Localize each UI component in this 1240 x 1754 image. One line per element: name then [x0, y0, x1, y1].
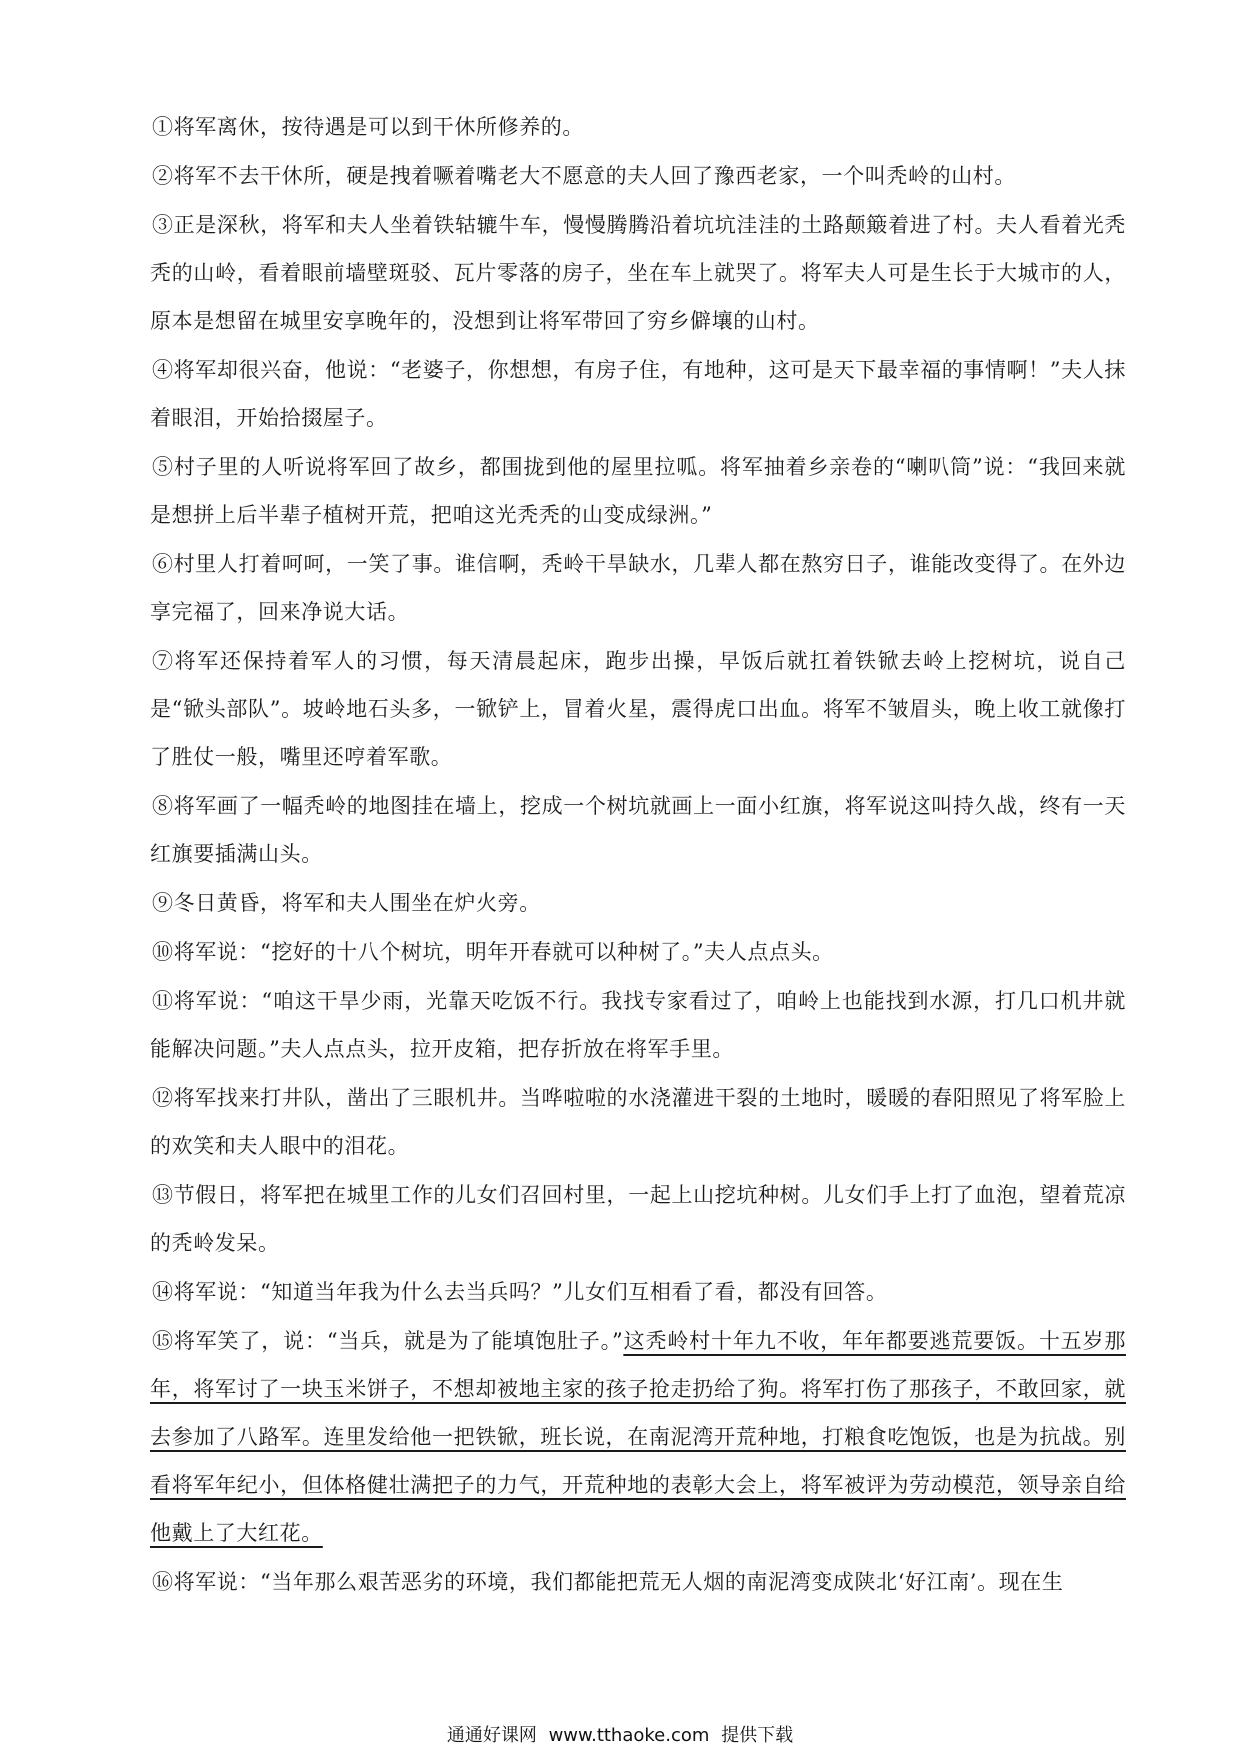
article-body [150, 103, 1126, 1607]
paragraph-10: ⑩将军说：“挖好的十八个树坑，明年开春就可以种树了。”夫人点点头。 [152, 940, 834, 964]
paragraph-6: ⑥村里人打着呵呵，一笑了事。谁信啊，秃岭干旱缺水，几辈人都在熬穷日子，谁能改变得了。在外边享完福了，回来净说大话。 [150, 552, 1126, 624]
paragraph-8: ⑧将军画了一幅秃岭的地图挂在墙上，挖成一个树坑就画上一面小红旗，将军说这叫持久战，终有一天红旗要插满山头。 [150, 794, 1126, 866]
paragraph-3: ③正是深秋，将军和夫人坐着铁轱辘牛车，慢慢腾腾沿着坑坑洼洼的土路颠簸着进了村。夫人看着光秃秃的山岭，看着眼前墙壁斑驳、瓦片零落的房子，坐在车上就哭了。将军夫人可是生长于大城市的人，原本是想留在城里安享晚年的，没想到让将军带回了穷乡僻壤的山村。 [150, 213, 1126, 333]
paragraph-13: ⑬节假日，将军把在城里工作的儿女们召回村里，一起上山挖坑种树。儿女们手上打了血泡，望着荒凉的秃岭发呆。 [150, 1183, 1126, 1255]
footer-url[interactable]: www.tthaoke.com [548, 1725, 710, 1746]
footer-note: 提供下载 [721, 1725, 794, 1746]
footer-site-name: 通通好课网 [446, 1725, 537, 1746]
underlined-passage: 这秃岭村十年九不收，年年都要逃荒要饭。十五岁那年，将军讨了一块玉米饼子，不想却被地主家的孩子抢走扔给了狗。将军打伤了那孩子，不敢回家，就去参加了八路军。连里发给他一把铁锨，班长说，在南泥湾开荒种地，打粮食吃饱饭，也是为抗战。别看将军年纪小，但体格健壮满把子的力气，开荒种地的表彰大会上，将军被评为劳动模范，领导亲自给他戴上了大红花。 [150, 1329, 1126, 1545]
paragraph-4: ④将军却很兴奋，他说：“老婆子，你想想，有房子住，有地种，这可是天下最幸福的事情啊！”夫人抹着眼泪，开始拾掇屋子。 [150, 358, 1126, 430]
page-footer [0, 1724, 1240, 1748]
paragraph-7: ⑦将军还保持着军人的习惯，每天清晨起床，跑步出操，早饭后就扛着铁锨去岭上挖树坑，说自己是“锨头部队”。坡岭地石头多，一锨铲上，冒着火星，震得虎口出血。将军不皱眉头，晚上收工就像打了胜仗一般，嘴里还哼着军歌。 [150, 649, 1126, 769]
paragraph-2: ②将军不去干休所，硬是拽着噘着嘴老大不愿意的夫人回了豫西老家，一个叫秃岭的山村。 [152, 164, 1016, 188]
paragraph-5: ⑤村子里的人听说将军回了故乡，都围拢到他的屋里拉呱。将军抽着乡亲卷的“喇叭筒”说：“我回来就是想拼上后半辈子植树开荒，把咱这光秃秃的山变成绿洲。” [150, 455, 1126, 527]
paragraph-11: ⑪将军说：“咱这干旱少雨，光靠天吃饭不行。我找专家看过了，咱岭上也能找到水源，打几口机井就能解决问题。”夫人点点头，拉开皮箱，把存折放在将军手里。 [150, 989, 1126, 1061]
paragraph-15 [150, 1317, 1126, 1557]
paragraph-16: ⑯将军说：“当年那么艰苦恶劣的环境，我们都能把荒无人烟的南泥湾变成陕北‘好江南’。现在生 [152, 1570, 1064, 1594]
paragraph-12: ⑫将军找来打井队，凿出了三眼机井。当哗啦啦的水浇灌进干裂的土地时，暖暖的春阳照见了将军脸上的欢笑和夫人眼中的泪花。 [150, 1086, 1126, 1158]
paragraph-14: ⑭将军说：“知道当年我为什么去当兵吗？”儿女们互相看了看，都没有回答。 [152, 1280, 888, 1304]
paragraph-9: ⑨冬日黄昏，将军和夫人围坐在炉火旁。 [152, 891, 541, 915]
paragraph-1: ①将军离休，按待遇是可以到干休所修养的。 [152, 115, 584, 139]
paragraph-15-lead: ⑮将军笑了，说：“当兵，就是为了能填饱肚子。” [152, 1329, 624, 1353]
